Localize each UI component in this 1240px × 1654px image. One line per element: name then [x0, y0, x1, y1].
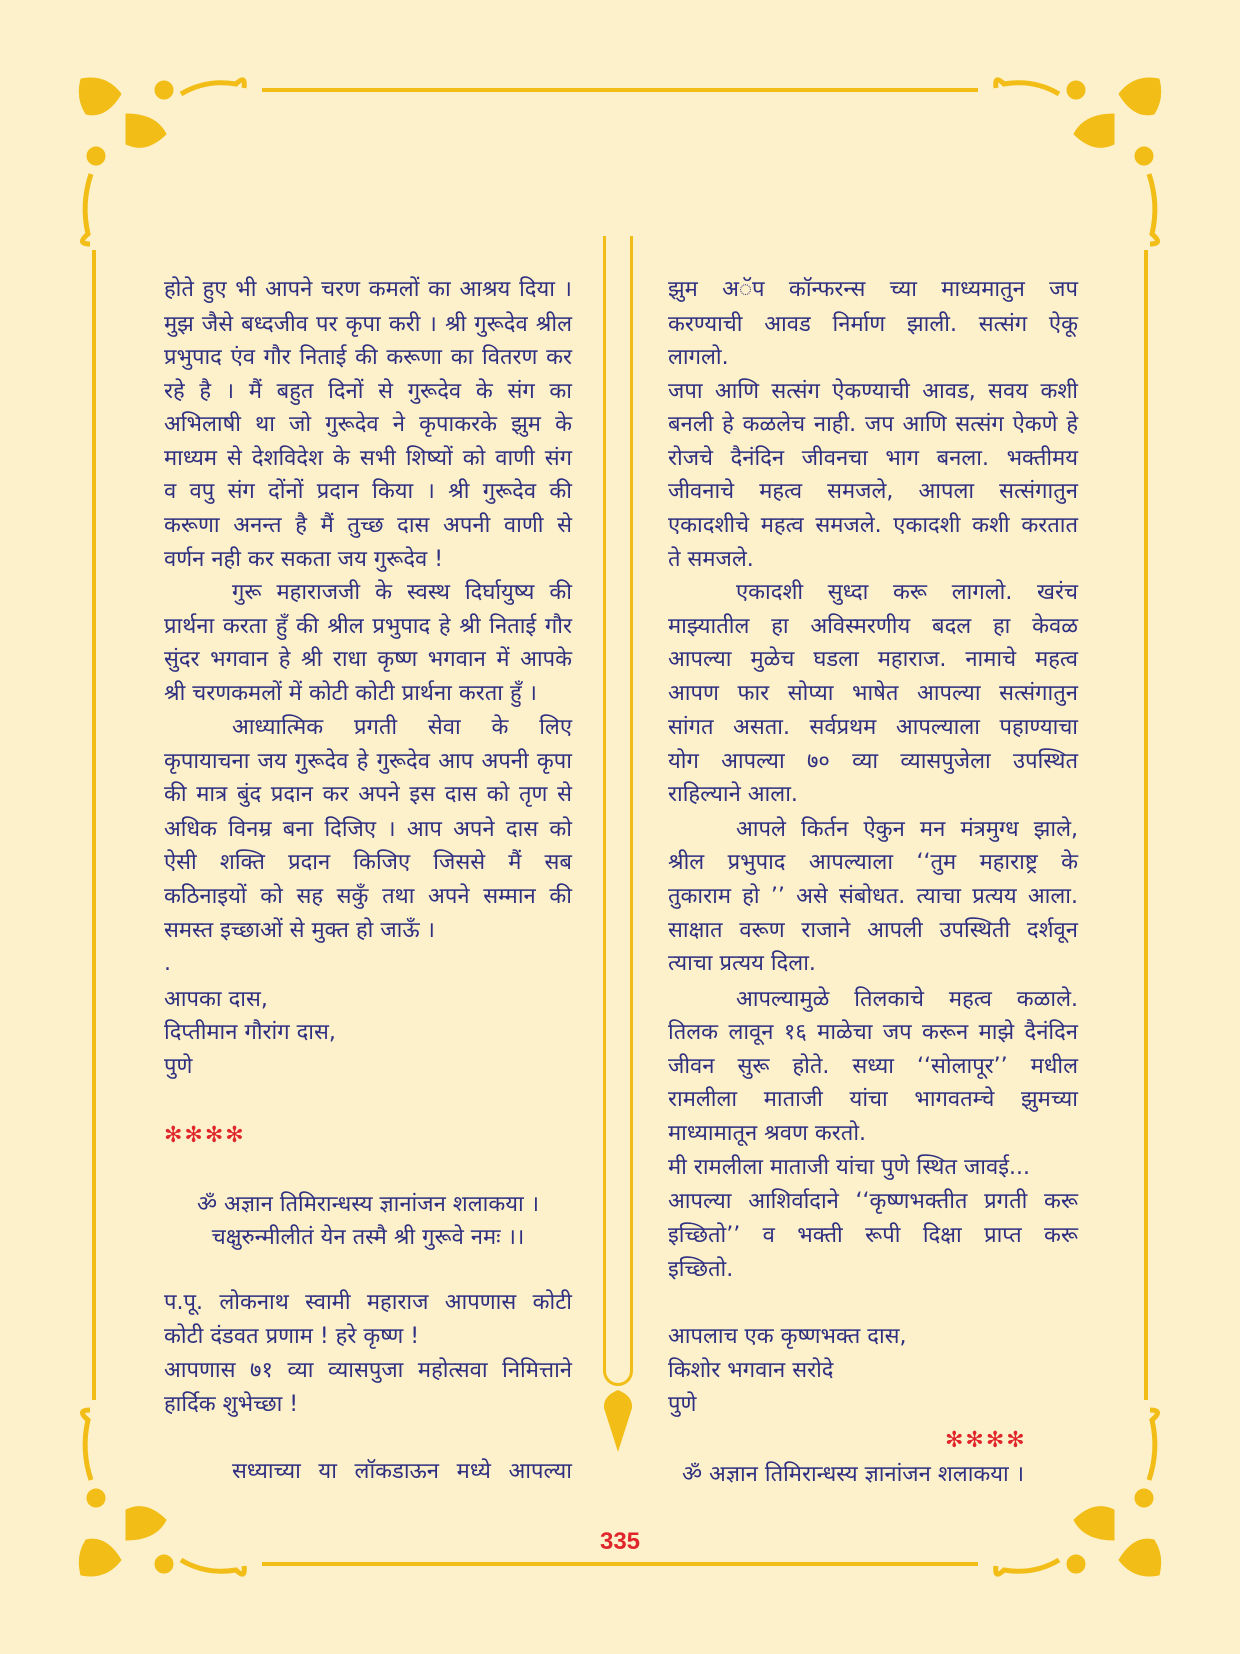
- divider-drop-ornament: [603, 1390, 633, 1452]
- separator-stars-left: ✻✻✻✻: [164, 1123, 246, 1148]
- left-text-line: वर्णन नही कर सकता जय गुरूदेव !: [164, 547, 444, 572]
- right-text-line: आपल्या मुळेच घडला महाराज. नामाचे महत्व: [668, 647, 1078, 672]
- right-border-line: [1144, 250, 1148, 1400]
- right-text-line: रामलीला माताजी यांचा भागवतम्चे झुमच्या: [668, 1087, 1078, 1112]
- left-text-line: की मात्र बुंद प्रदान कर अपने इस दास को तृण से: [164, 782, 572, 807]
- right-text-line: माझ्यातील हा अविस्मरणीय बदल हा केवळ: [668, 614, 1078, 639]
- right-text-line: योग आपल्या ७० व्या व्यासपुजेला उपस्थित: [668, 749, 1078, 774]
- right-text-line: आपण फार सोप्या भाषेत आपल्या सत्संगातुन: [668, 681, 1078, 706]
- left-text-line: कठिनाइयों को सह सकुँ तथा अपने सम्मान की: [164, 884, 572, 909]
- right-text-line: राहिल्याने आला.: [668, 782, 798, 807]
- left-text-line: आध्यात्मिक प्रगती सेवा के लिए: [232, 715, 572, 740]
- right-text-line: जीवनाचे महत्व समजले, आपला सत्संगातुन: [668, 479, 1078, 504]
- right-text-line: इच्छितो.: [668, 1257, 734, 1282]
- right-text-line: मी रामलीला माताजी यांचा पुणे स्थित जावई...: [668, 1155, 1030, 1180]
- right-text-line: त्याचा प्रत्यय दिला.: [668, 951, 816, 976]
- right-text-line: एकादशीचे महत्व समजले. एकादशी कशी करतात: [668, 513, 1078, 538]
- left-text-line: कृपायाचना जय गुरूदेव हे गुरूदेव आप अपनी कृपा: [164, 749, 572, 774]
- left-text-line: दिप्तीमान गौरांग दास,: [164, 1020, 336, 1045]
- right-text-line: बनली हे कळलेच नाही. जप आणि सत्संग ऐकणे हे: [668, 412, 1078, 437]
- left-text-line: ऐसी शक्ति प्रदान किजिए जिससे मैं सब: [164, 850, 572, 875]
- left-text-line: माध्यम से देशविदेश के सभी शिष्यों को वाणी संग: [164, 446, 572, 471]
- left-text-line: प्रभुपाद एंव गौर निताई की करूणा का वितरण कर: [164, 345, 572, 370]
- left-text-line: हार्दिक शुभेच्छा !: [164, 1392, 299, 1417]
- right-text-line: झुम अॅप कॉन्फरन्स च्या माध्यमातुन जप: [668, 277, 1078, 302]
- left-text-line: अभिलाषी था जो गुरूदेव ने कृपाकरके झुम के: [164, 412, 572, 437]
- left-text-line: रहे है । मैं बहुत दिनों से गुरूदेव के संग का: [164, 379, 572, 404]
- left-text-line: श्री चरणकमलों में कोटी कोटी प्रार्थना करता हुँ ।: [164, 681, 538, 706]
- right-text-line: आपल्या आशिर्वादाने ‘‘कृष्णभक्तीत प्रगती करू: [668, 1189, 1078, 1214]
- left-text-line: सुंदर भगवान हे श्री राधा कृष्ण भगवान में आपके: [164, 647, 572, 672]
- left-text-line: समस्त इच्छाओं से मुक्त हो जाऊँ ।: [164, 918, 435, 943]
- page-number: 335: [599, 1528, 641, 1555]
- left-border-line: [92, 250, 96, 1400]
- left-text-line: सध्याच्या या लॉकडाऊन मध्ये आपल्या: [232, 1459, 572, 1484]
- right-text-line: माध्यामातून श्रवण करतो.: [668, 1121, 867, 1146]
- corner-ornament-top-right: [984, 74, 1164, 254]
- right-text-line: करण्याची आवड निर्माण झाली. सत्संग ऐकू: [668, 312, 1078, 337]
- left-text-line: ॐ अज्ञान तिमिरान्धस्य ज्ञानांजन शलाकया ।: [196, 1192, 540, 1217]
- right-text-line: श्रील प्रभुपाद आपल्याला ‘‘तुम महाराष्ट्र के: [668, 850, 1078, 875]
- left-text-line: गुरू महाराजजी के स्वस्थ दिर्घायुष्य की: [232, 580, 572, 605]
- left-text-line: आपणास ७१ व्या व्यासपुजा महोत्सवा निमित्ताने: [164, 1358, 572, 1383]
- right-text-line: ते समजले.: [668, 547, 754, 572]
- right-text-line: जीवन सुरू होते. सध्या ‘‘सोलापूर’’ मधील: [668, 1054, 1078, 1079]
- right-text-line: एकादशी सुध्दा करू लागलो. खरंच: [736, 580, 1078, 605]
- column-divider: [603, 236, 633, 1386]
- right-text-line: जपा आणि सत्संग ऐकण्याची आवड, सवय कशी: [668, 379, 1078, 404]
- right-text-line: रोजचे दैनंदिन जीवनचा भाग बनला. भक्तीमय: [668, 446, 1078, 471]
- left-text-line: प्रार्थना करता हुँ की श्रील प्रभुपाद हे श्री निताई गौर: [164, 614, 572, 639]
- right-text-line: सांगत असता. सर्वप्रथम आपल्याला पहाण्याचा: [668, 715, 1078, 740]
- corner-ornament-top-left: [76, 74, 256, 254]
- left-text-line: मुझ जैसे बध्दजीव पर कृपा करी । श्री गुरूदेव श्रील: [164, 312, 572, 337]
- left-text-line: करूणा अनन्त है मैं तुच्छ दास अपनी वाणी से: [164, 513, 572, 538]
- right-text-line: आपले किर्तन ऐकुन मन मंत्रमुग्ध झाले,: [736, 817, 1078, 842]
- left-text-line: होते हुए भी आपने चरण कमलों का आश्रय दिया ।: [164, 277, 572, 302]
- right-text-line: तिलक लावून १६ माळेचा जप करून माझे दैनंदिन: [668, 1020, 1078, 1045]
- bottom-border-line: [262, 1562, 978, 1566]
- left-text-line: अधिक विनम्र बना दिजिए । आप अपने दास को: [164, 817, 572, 842]
- left-text-line: चक्षुरुन्मीलीतं येन तस्मै श्री गुरूवे नमः ।।: [211, 1225, 525, 1250]
- left-text-line: कोटी दंडवत प्रणाम ! हरे कृष्ण !: [164, 1324, 420, 1349]
- right-text-line: तुकाराम हो ’’ असे संबोधत. त्याचा प्रत्यय आला.: [668, 884, 1078, 909]
- left-text-line: .: [164, 951, 171, 976]
- right-text-line: आपलाच एक कृष्णभक्त दास,: [668, 1324, 907, 1349]
- right-text-line: पुणे: [668, 1392, 697, 1417]
- left-text-line: पुणे: [164, 1054, 193, 1079]
- left-text-line: प.पू. लोकनाथ स्वामी महाराज आपणास कोटी: [164, 1290, 572, 1315]
- left-text-line: व वपु संग दोंनों प्रदान किया । श्री गुरूदेव की: [164, 479, 572, 504]
- right-text-line: साक्षात वरूण राजाने आपली उपस्थिती दर्शवून: [668, 918, 1078, 943]
- right-text-line: किशोर भगवान सरोदे: [668, 1358, 834, 1383]
- right-text-line: इच्छितो’’ व भक्ती रूपी दिक्षा प्राप्त करू: [668, 1223, 1078, 1248]
- separator-stars-right: ✻✻✻✻: [945, 1428, 1027, 1453]
- left-text-line: आपका दास,: [164, 987, 268, 1012]
- right-text-line: ॐ अज्ञान तिमिरान्धस्य ज्ञानांजन शलाकया ।: [682, 1462, 1025, 1487]
- right-text-line: आपल्यामुळे तिलकाचे महत्व कळाले.: [736, 987, 1078, 1012]
- right-text-line: लागलो.: [668, 345, 729, 370]
- top-border-line: [262, 88, 978, 92]
